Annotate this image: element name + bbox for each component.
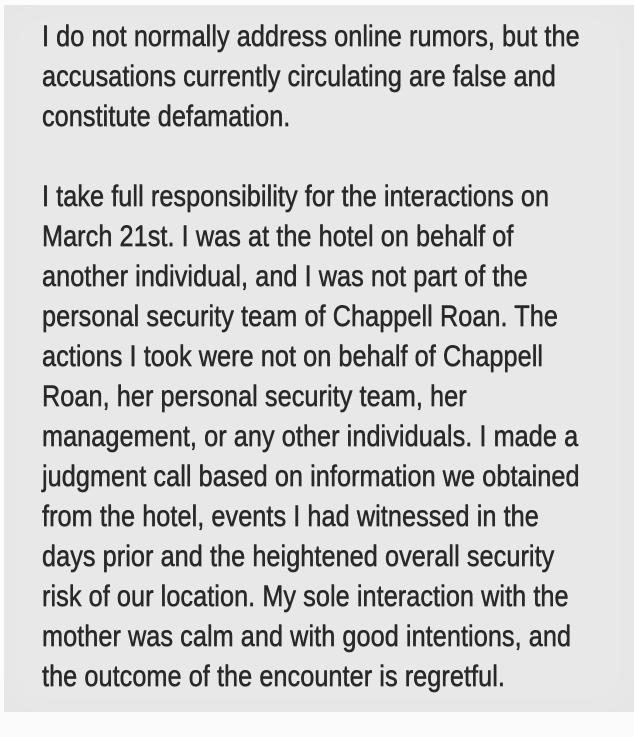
statement-line: judgment call based on information we obtained <box>42 460 580 493</box>
left-edge-strip <box>0 0 4 712</box>
statement-paragraph-2 <box>42 177 630 697</box>
statement-line: actions I took were not on behalf of Chappell <box>42 340 544 373</box>
statement-line: from the hotel, events I had witnessed in the <box>42 500 539 533</box>
statement-line: March 21st. I was at the hotel on behalf of <box>42 220 514 253</box>
statement-line: days prior and the heightened overall security <box>42 540 555 573</box>
statement-paragraph-1 <box>42 17 630 137</box>
statement-line: I take full responsibility for the interactions on <box>42 180 550 213</box>
statement-line: management, or any other individuals. I made a <box>42 420 579 453</box>
statement-line: risk of our location. My sole interaction with the <box>42 580 569 613</box>
statement-line: constitute defamation. <box>42 100 291 133</box>
statement-line: the outcome of the encounter is regretful. <box>42 660 505 693</box>
statement-line: I do not normally address online rumors, but the <box>42 20 580 53</box>
statement-background <box>4 5 634 712</box>
statement-line: mother was calm and with good intentions, and <box>42 620 572 653</box>
statement-line: another individual, and I was not part of the <box>42 260 528 293</box>
statement-line: personal security team of Chappell Roan. The <box>42 300 558 333</box>
statement-line: accusations currently circulating are false and <box>42 60 556 93</box>
statement-line: Roan, her personal security team, her <box>42 380 467 413</box>
statement-text-block <box>42 17 630 737</box>
top-edge-strip <box>0 0 634 5</box>
